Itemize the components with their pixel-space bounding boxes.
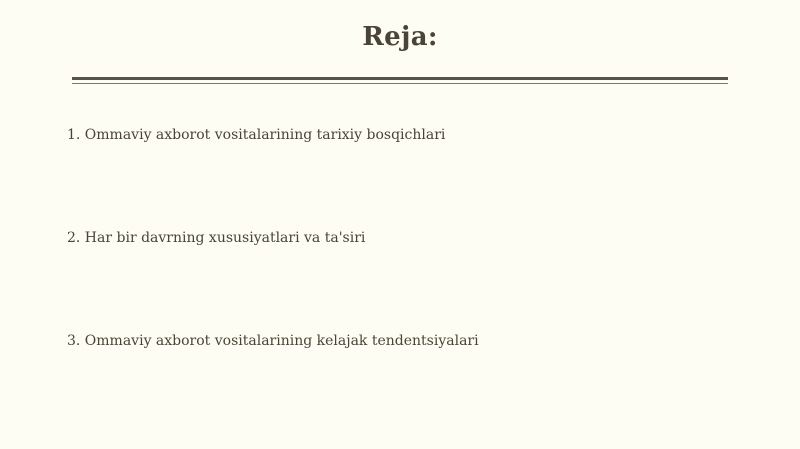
plan-item-1: 1. Ommaviy axborot vositalarining tarixiy bosqichlari (67, 127, 446, 143)
plan-item-2: 2. Har bir davrning xususiyatlari va ta'siri (67, 230, 366, 246)
plan-item-3: 3. Ommaviy axborot vositalarining kelajak tendentsiyalari (67, 333, 479, 349)
slide-title: Reja: (362, 22, 438, 52)
title-divider-thick (72, 77, 728, 80)
title-divider-thin (72, 83, 728, 84)
